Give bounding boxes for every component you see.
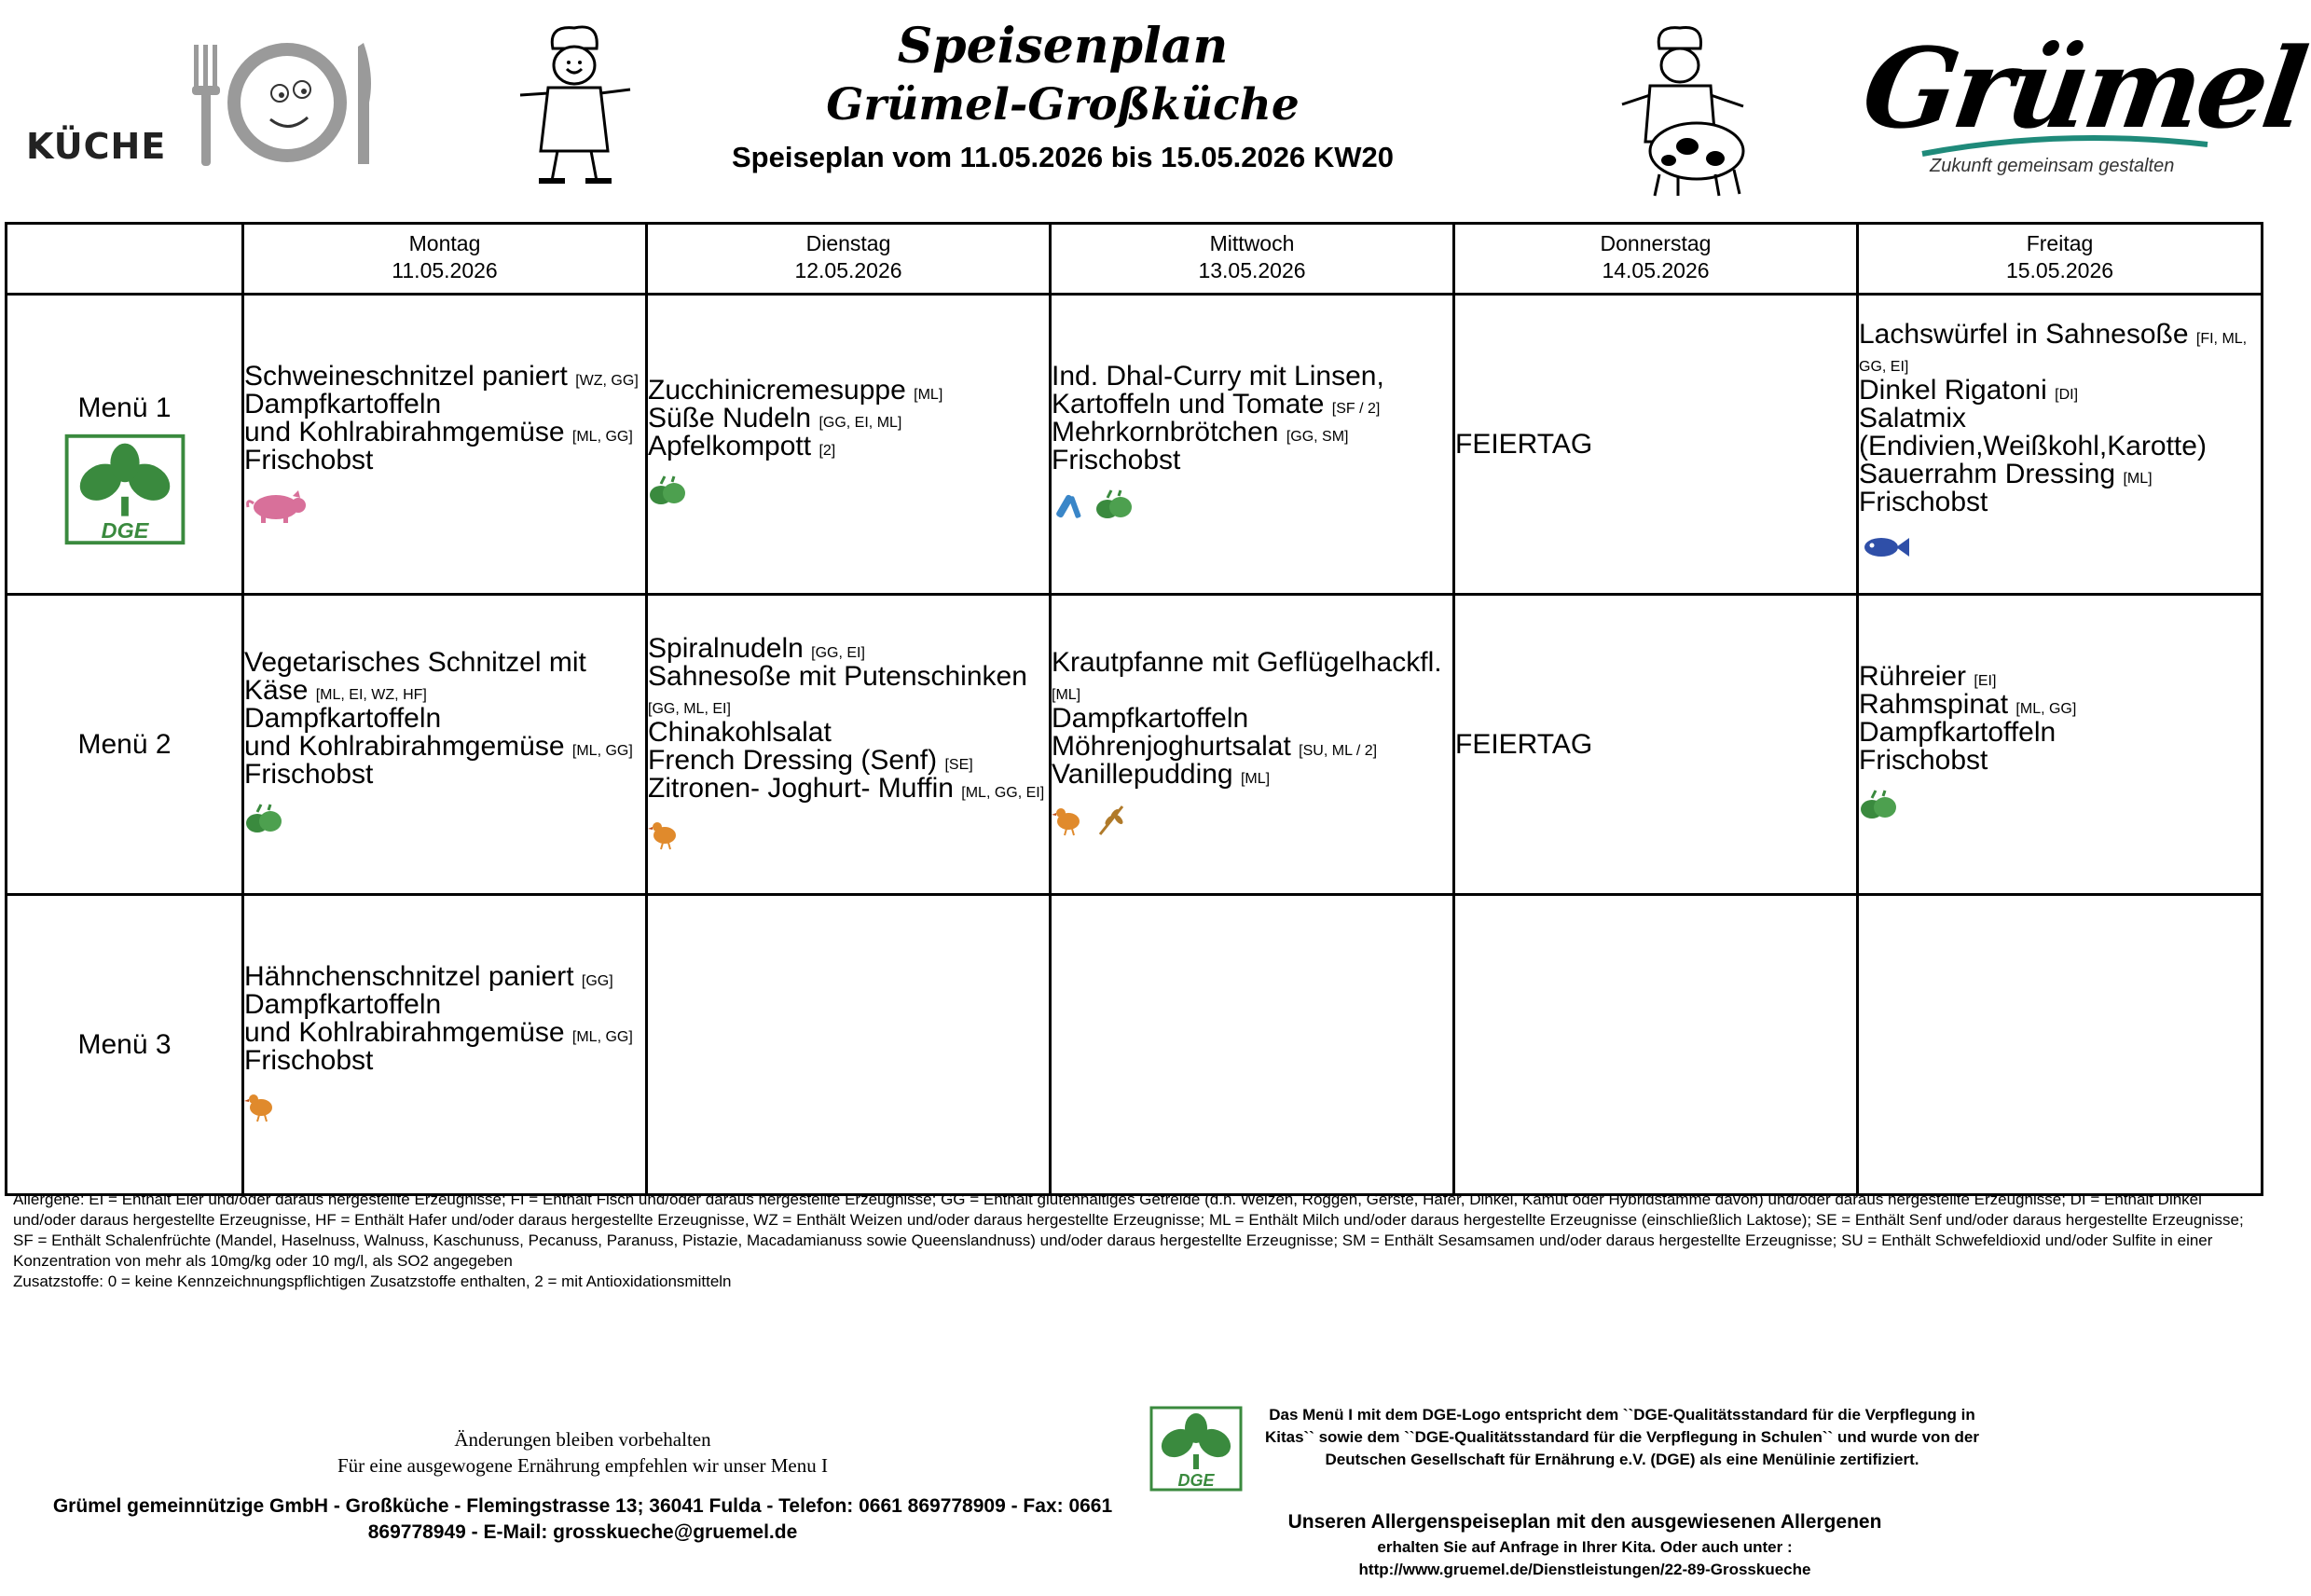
meal-item-text: Frischobst — [244, 444, 374, 475]
allergen-codes: [ML, GG] — [2015, 700, 2077, 717]
page-title: Speisenplan — [897, 18, 1229, 75]
meal-item — [1859, 402, 2261, 461]
allergen-legend: Allergene: EI = Enthält Eier und/oder daraus hergestellte Erzeugnisse; FI = Enthält Fisch und/oder daraus hergestellte Erzeugnisse; GG = Enthält glutenhaltiges Getreide (d.h. Weizen, Roggen, Gerste, Hafer, Dinkel, Kamut oder Hybridstämme davon) und/oder daraus hergestellte Erzeugnisse; DI = Enthält Dinkel und/oder daraus hergestellte Erzeugnisse, HF = Enthält Hafer und/oder daraus hergestellte Erzeugnisse, WZ = Enthält Weizen und/oder daraus hergestellte Erzeugnisse; ML = Enthält Milch und/oder daraus hergestellte Erzeugnisse (einschließlich Laktose); SE = Enthält Senf und/oder daraus hergestellte Erzeugnisse; SF = Enthält Schalenfrüchte (Mandel, Haselnuss, Walnuss, Kaschunuss, Pecanuss, Paranuss, Pistazie, Macadamianuss sowie Queenslandnuss) und/oder daraus hergestellte Erzeugnisse; SM = Enthält Sesamsamen und/oder daraus hergestellte Erzeugnisse; SU = Enthält Schwefeldioxid und/oder Sulfite in einer Konzentration von mehr als 10mg/kg oder 10 mg/l, als SO2 angegeben Zusatzstoffe: 0 = keine Kennzeichnungspflichtigen Zusatzstoffe enthalten, 2 = mit Antioxidationsmitteln — [13, 1190, 2250, 1292]
menu-row — [7, 595, 2263, 895]
meal-item — [648, 772, 1049, 804]
vegetable-icon — [244, 803, 283, 842]
meal-cell — [647, 895, 1051, 1195]
meal-item — [1052, 702, 1452, 734]
recommendation-note: Für eine ausgewogene Ernährung empfehlen wir unser Menu I — [337, 1454, 828, 1477]
meal-item — [1859, 318, 2261, 377]
table-corner — [7, 224, 243, 295]
meal-item-text: Dinkel Rigatoni — [1859, 374, 2047, 406]
meal-item-text: Frischobst — [1859, 744, 1988, 776]
meal-item — [244, 444, 645, 475]
meal-item — [244, 646, 645, 706]
brand-name: Grümel — [1855, 23, 2311, 153]
meal-item — [1859, 488, 2261, 516]
meal-item-text: Krautpfanne mit Geflügelhackfl. — [1052, 646, 1442, 678]
dge-label: DGE — [101, 517, 148, 543]
meal-cell — [1454, 895, 1858, 1195]
allergen-codes: [FI, ML, GG, EI] — [1859, 330, 2248, 375]
holiday-label: FEIERTAG — [1455, 428, 1593, 460]
meal-item-text: Vegetarisches Schnitzel mit Käse — [244, 646, 586, 706]
meal-item-text: Hähnchenschnitzel paniert — [244, 960, 574, 992]
meal-item — [244, 388, 645, 420]
menu-label-cell — [7, 295, 243, 595]
menu-table — [5, 222, 2263, 1196]
meal-item-text: Frischobst — [1859, 486, 1988, 517]
meal-item-text: und Kohlrabirahmgemüse — [244, 730, 565, 762]
day-header: Mittwoch 13.05.2026 — [1051, 224, 1454, 295]
meal-cell — [1858, 895, 2263, 1195]
company-contact: Grümel gemeinnützige GmbH - Großküche - Flemingstrasse 13; 36041 Fulda - Telefon: 0661 869778909 - Fax: 0661 869778949 - E-Mail: grosskueche@gruemel.de — [52, 1495, 1113, 1543]
meal-item — [648, 374, 1049, 406]
meal-item — [1859, 744, 2261, 776]
meal-item — [244, 758, 645, 790]
meal-item-text: Sahnesoße mit Putenschinken — [648, 660, 1027, 692]
meal-item-text: Ind. Dhal-Curry mit Linsen, Kartoffeln und Tomate — [1052, 360, 1384, 420]
chef-left-illustration — [511, 21, 637, 188]
meal-item-text: Dampfkartoffeln — [244, 388, 442, 420]
meal-item — [244, 988, 645, 1020]
meal-item — [244, 1044, 645, 1076]
meal-item-text: Frischobst — [244, 1044, 374, 1076]
chicken-icon — [648, 817, 681, 856]
allergy-plan-note: Unseren Allergenspeiseplan mit den ausgewiesenen Allergenen erhalten Sie auf Anfrage in Ihrer Kita. Oder auch unter : http://www.gruemel.de/Dienstleistungen/22-89-Grosskueche — [1212, 1508, 1958, 1581]
meal-item-text: French Dressing (Senf) — [648, 744, 938, 776]
meal-item-text: Frischobst — [1052, 444, 1181, 475]
vegetable-icon — [1859, 789, 1898, 828]
meal-item — [1052, 758, 1452, 790]
meal-cell — [647, 595, 1051, 895]
dge-logo-icon — [1149, 1406, 1243, 1492]
meal-item-text: Dampfkartoffeln — [1859, 716, 2057, 748]
vegetable-icon — [1094, 488, 1134, 528]
meal-cell — [243, 595, 647, 895]
meal-item-text: Dampfkartoffeln — [244, 988, 442, 1020]
meal-item-text: Dampfkartoffeln — [1052, 702, 1249, 734]
day-header: Dienstag 12.05.2026 — [647, 224, 1051, 295]
day-header: Freitag 15.05.2026 — [1858, 224, 2263, 295]
table-header-row — [7, 224, 2263, 295]
pig-icon — [244, 487, 310, 530]
allergen-codes: [GG, EI] — [811, 644, 865, 661]
allergen-codes: [GG, SM] — [1286, 428, 1349, 445]
meal-item-text: Frischobst — [244, 758, 374, 790]
meal-cell — [1858, 595, 2263, 895]
holiday-label: FEIERTAG — [1455, 728, 1593, 760]
meal-cell — [1454, 295, 1858, 595]
day-header: Donnerstag 14.05.2026 — [1454, 224, 1858, 295]
meal-item-text: Spiralnudeln — [648, 632, 804, 664]
menu-label: Menü 3 — [77, 1028, 172, 1060]
meal-item-text: Lachswürfel in Sahnesoße — [1859, 318, 2189, 350]
meal-item — [648, 430, 1049, 461]
meal-item — [648, 744, 1049, 776]
kueche-logo — [26, 37, 362, 168]
meal-item-text: Rühreier — [1859, 660, 1967, 692]
allergen-codes: [ML] — [1240, 770, 1271, 787]
meal-cell — [243, 295, 647, 595]
meal-item-text: Dampfkartoffeln — [244, 702, 442, 734]
meal-item-text: Mehrkornbrötchen — [1052, 416, 1279, 447]
kueche-label: KÜCHE — [26, 126, 167, 167]
meal-item — [244, 1016, 645, 1048]
allergen-codes: [2] — [818, 442, 836, 459]
meal-item — [1859, 716, 2261, 748]
meal-item-text: Rahmspinat — [1859, 688, 2009, 720]
meal-cell — [1051, 595, 1454, 895]
allergen-codes: [GG] — [581, 972, 613, 989]
allergen-codes: [WZ, GG] — [575, 372, 639, 389]
meal-item — [648, 402, 1049, 433]
meal-item — [244, 960, 645, 992]
menu-label: Menü 2 — [77, 728, 172, 760]
allergen-codes: [ML, GG] — [571, 1028, 633, 1045]
chef-with-cow-illustration — [1603, 21, 1757, 198]
meal-item-text: Apfelkompott — [648, 430, 812, 461]
meal-cell — [1858, 295, 2263, 595]
gruemel-url-link[interactable]: http://www.gruemel.de/Dienstleistungen/22-89-Grosskueche — [1358, 1561, 1811, 1578]
allergen-codes: [EI] — [1974, 672, 1997, 689]
meal-item — [1052, 416, 1452, 447]
dge-statement: Das Menü I mit dem DGE-Logo entspricht dem ``DGE-Qualitätsstandard für die Verpflegung in Kitas`` sowie dem ``DGE-Qualitätsstandard für die Verpflegung in Schulen`` und wurde von der Deutschen Gesellschaft für Ernährung e.V. (DGE) als eine Menülinie zertifiziert. — [1264, 1406, 1980, 1468]
meal-cell — [1051, 895, 1454, 1195]
menu-row — [7, 895, 2263, 1195]
meal-item — [1859, 688, 2261, 720]
footer-left — [37, 1426, 1128, 1546]
allergen-codes: [ML] — [1052, 686, 1081, 703]
menu-label-cell — [7, 595, 243, 895]
meal-item — [1859, 458, 2261, 489]
meal-item-text: Vanillepudding — [1052, 758, 1233, 790]
meal-item-text: Möhrenjoghurtsalat — [1052, 730, 1291, 762]
meal-cell — [1454, 595, 1858, 895]
meal-item — [1859, 660, 2261, 692]
meal-item-text: Schweineschnitzel paniert — [244, 360, 568, 392]
allergen-codes: [SF / 2] — [1331, 400, 1381, 417]
chicken-icon — [1052, 803, 1085, 842]
allergen-codes: [SU, ML / 2] — [1299, 742, 1378, 759]
meal-item-text: Chinakohlsalat — [648, 716, 832, 748]
allergen-codes: [ML] — [914, 386, 943, 403]
meal-item — [648, 716, 1049, 748]
allergen-codes: [ML, GG] — [571, 742, 633, 759]
meal-item-text: und Kohlrabirahmgemüse — [244, 1016, 565, 1048]
meal-item — [648, 632, 1049, 664]
meal-cell — [1051, 295, 1454, 595]
meal-item — [1052, 646, 1452, 705]
dge-logo-icon — [64, 433, 186, 545]
day-header: Montag 11.05.2026 — [243, 224, 647, 295]
meal-cell — [647, 295, 1051, 595]
meal-item — [244, 730, 645, 762]
brand-slogan: Zukunft gemeinsam gestalten — [1930, 156, 2175, 176]
meal-item-text: Zucchinicremesuppe — [648, 374, 906, 406]
meal-item-text: Zitronen- Joghurt- Muffin — [648, 772, 954, 804]
allergen-codes: [DI] — [2055, 386, 2079, 403]
gruemel-logo — [1855, 23, 2311, 186]
changes-note: Änderungen bleiben vorbehalten — [454, 1428, 711, 1451]
meal-item — [1052, 360, 1452, 420]
meal-item — [244, 416, 645, 447]
menu-label: Menü 1 — [77, 392, 172, 423]
allergen-codes: [GG, EI, ML] — [818, 414, 902, 431]
plate-cutlery-icon — [166, 37, 380, 168]
chicken-icon — [244, 1089, 278, 1128]
meal-item-text: Süße Nudeln — [648, 402, 812, 433]
grain-icon — [1094, 803, 1128, 842]
meal-item-text: Sauerrahm Dressing — [1859, 458, 2116, 489]
fish-icon — [1859, 532, 1911, 568]
meal-item — [1859, 374, 2261, 406]
allergen-codes: [SE] — [944, 756, 973, 773]
dge-label: DGE — [1177, 1471, 1215, 1490]
milk-icon — [1052, 488, 1085, 528]
page-subtitle: Grümel-Großküche — [826, 79, 1300, 131]
menu-label-cell — [7, 895, 243, 1195]
title-block — [727, 17, 1398, 179]
plan-period: Speiseplan vom 11.05.2026 bis 15.05.2026 KW20 — [732, 141, 1394, 173]
meal-item-text: und Kohlrabirahmgemüse — [244, 416, 565, 447]
meal-item — [1052, 444, 1452, 475]
allergen-codes: [GG, ML, EI] — [648, 700, 731, 717]
allergen-codes: [ML, EI, WZ, HF] — [315, 686, 427, 703]
allergen-codes: [ML, GG, EI] — [961, 784, 1045, 801]
meal-item — [244, 360, 645, 392]
brand-swoosh — [1920, 133, 2209, 158]
allergen-codes: [ML, GG] — [571, 428, 633, 445]
meal-item — [1052, 730, 1452, 762]
meal-item-text: Salatmix (Endivien,Weißkohl,Karotte) — [1859, 402, 2207, 461]
vegetable-icon — [648, 475, 687, 514]
menu-row — [7, 295, 2263, 595]
allergen-codes: [ML] — [2123, 470, 2153, 487]
meal-cell — [243, 895, 647, 1195]
meal-item — [648, 660, 1049, 719]
meal-item — [244, 702, 645, 734]
additives-legend: Zusatzstoffe: 0 = keine Kennzeichnungspflichtigen Zusatzstoffe enthalten, 2 = mit Antioxidationsmitteln — [13, 1273, 732, 1290]
